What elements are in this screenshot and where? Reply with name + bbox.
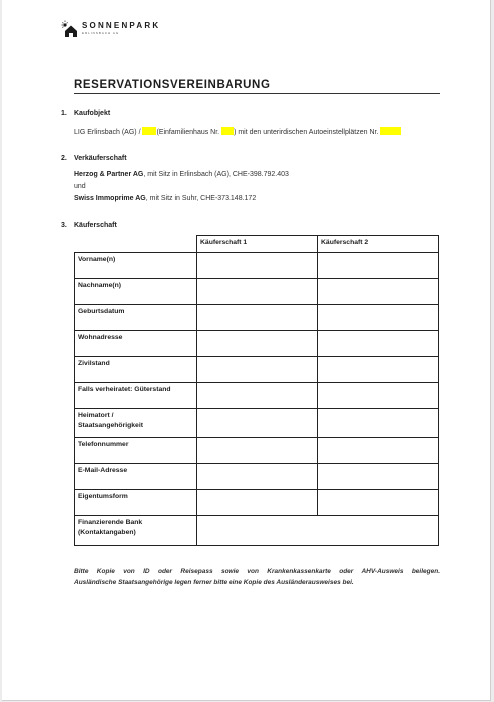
- blank-field-lig[interactable]: [142, 127, 156, 135]
- seller-2-details: , mit Sitz in Suhr, CHE-373.148.172: [145, 195, 257, 202]
- section-kaufobjekt-heading: [61, 110, 110, 117]
- row-label-line: (Kontaktangaben): [78, 529, 136, 536]
- section-verkaeufer-heading: [61, 155, 127, 162]
- kaeuferschaft-table: [74, 235, 439, 546]
- row-label-gueterstand: Falls verheiratet: Güterstand: [75, 383, 197, 409]
- seller-2-name: Swiss Immoprime AG: [74, 195, 146, 202]
- input-cell-kaeufer-2[interactable]: [318, 253, 439, 279]
- row-label-zivilstand: Zivilstand: [75, 357, 197, 383]
- table-row: [75, 490, 439, 516]
- attachment-note: [74, 566, 440, 588]
- row-label-vorname: Vorname(n): [75, 253, 197, 279]
- table-header-kaeufer-1: Käuferschaft 1: [197, 236, 318, 253]
- blank-field-haus-nr[interactable]: [221, 127, 234, 135]
- input-cell-kaeufer-1[interactable]: [197, 253, 318, 279]
- seller-1-line: [74, 171, 289, 178]
- table-row: [75, 331, 439, 357]
- table-row: [75, 357, 439, 383]
- input-cell-kaeufer-2[interactable]: [318, 305, 439, 331]
- table-header-kaeufer-2: Käuferschaft 2: [318, 236, 439, 253]
- seller-1-name: Herzog & Partner AG: [74, 171, 144, 178]
- logo-subtitle: ERLINSBACH AG: [82, 31, 120, 35]
- row-label-eigentumsform: Eigentumsform: [75, 490, 197, 516]
- seller-1-details: , mit Sitz in Erlinsbach (AG), CHE-398.792.403: [143, 171, 289, 178]
- input-cell-kaeufer-1[interactable]: [197, 279, 318, 305]
- row-label-telefonnummer: Telefonnummer: [75, 438, 197, 464]
- input-cell-kaeufer-2[interactable]: [318, 409, 439, 438]
- document-title: RESERVATIONSVEREINBARUNG: [74, 79, 440, 94]
- input-cell-kaeufer-2[interactable]: [318, 357, 439, 383]
- row-label-heimatort: [75, 409, 197, 438]
- section-number: 1.: [61, 110, 67, 117]
- seller-2-line: [74, 195, 256, 202]
- row-label-nachname: Nachname(n): [75, 279, 197, 305]
- section-number: 2.: [61, 155, 67, 162]
- note-line-2: Ausländische Staatsangehörige legen ferner bitte eine Kopie des Ausländerausweises bei.: [74, 579, 354, 586]
- input-cell-kaeufer-1[interactable]: [197, 490, 318, 516]
- und-text: und: [74, 183, 86, 190]
- table-header-row: [75, 236, 439, 253]
- kaufobjekt-text-b: (Einfamilienhaus Nr.: [156, 129, 220, 136]
- kaufobjekt-line: [74, 127, 401, 136]
- row-label-geburtsdatum: Geburtsdatum: [75, 305, 197, 331]
- section-title: Verkäuferschaft: [74, 155, 127, 162]
- table-header-empty: [75, 236, 197, 253]
- kaufobjekt-text-c: ) mit den unterirdischen Autoeinstellplätzen Nr.: [234, 129, 379, 136]
- input-cell-kaeufer-1[interactable]: [197, 438, 318, 464]
- note-line-1: Bitte Kopie von ID oder Reisepass sowie von Krankenkassenkarte oder AHV-Ausweis beilegen.: [74, 568, 440, 575]
- input-cell-kaeufer-1[interactable]: [197, 383, 318, 409]
- input-cell-kaeufer-2[interactable]: [318, 438, 439, 464]
- table-row: [75, 438, 439, 464]
- row-label-finanzierende-bank: [75, 516, 197, 546]
- input-cell-kaeufer-2[interactable]: [318, 279, 439, 305]
- section-kaeufer-heading: [61, 222, 117, 229]
- document-page: [2, 0, 491, 701]
- table-row: [75, 383, 439, 409]
- section-title: Kaufobjekt: [74, 110, 111, 117]
- input-cell-bank-merged[interactable]: [197, 516, 439, 546]
- sun-house-icon: [61, 20, 78, 38]
- input-cell-kaeufer-2[interactable]: [318, 490, 439, 516]
- table-row: [75, 305, 439, 331]
- table-row: [75, 279, 439, 305]
- section-number: 3.: [61, 222, 67, 229]
- row-label-line: Finanzierende Bank: [78, 519, 143, 526]
- input-cell-kaeufer-1[interactable]: [197, 409, 318, 438]
- row-label-line: Heimatort /: [78, 412, 114, 419]
- input-cell-kaeufer-2[interactable]: [318, 464, 439, 490]
- row-label-wohnadresse: Wohnadresse: [75, 331, 197, 357]
- table-row: [75, 516, 439, 546]
- table-row: [75, 409, 439, 438]
- input-cell-kaeufer-1[interactable]: [197, 331, 318, 357]
- input-cell-kaeufer-1[interactable]: [197, 357, 318, 383]
- kaufobjekt-text-a: LIG Erlinsbach (AG) /: [74, 129, 141, 136]
- table-row: [75, 253, 439, 279]
- row-label-line: Staatsangehörigkeit: [78, 422, 143, 429]
- input-cell-kaeufer-2[interactable]: [318, 383, 439, 409]
- table-row: [75, 464, 439, 490]
- row-label-email: E-Mail-Adresse: [75, 464, 197, 490]
- section-title: Käuferschaft: [74, 222, 117, 229]
- blank-field-parkplatz-nr[interactable]: [380, 127, 401, 135]
- input-cell-kaeufer-1[interactable]: [197, 305, 318, 331]
- input-cell-kaeufer-1[interactable]: [197, 464, 318, 490]
- sonnenpark-logo: [61, 20, 160, 42]
- input-cell-kaeufer-2[interactable]: [318, 331, 439, 357]
- logo-name: SONNENPARK: [82, 21, 161, 30]
